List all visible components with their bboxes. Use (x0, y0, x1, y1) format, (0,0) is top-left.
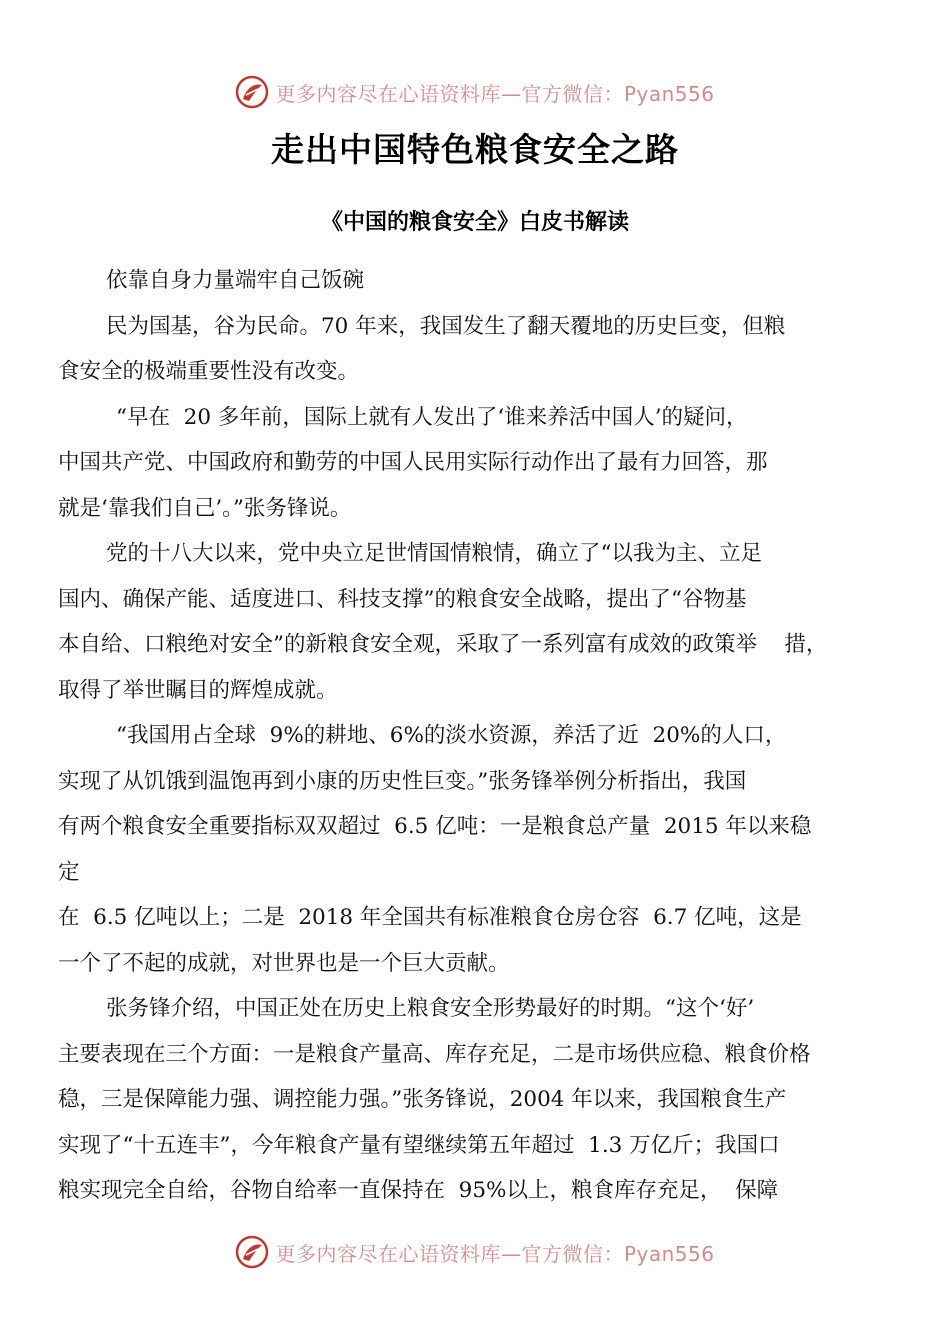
brand-logo-icon (235, 1235, 269, 1269)
body-line: 取得了举世瞩目的辉煌成就。 (58, 677, 338, 703)
body-line: 定 (58, 859, 80, 885)
body-line: 稳，三是保障能力强、调控能力强。”张务锋说，2004 年以来，我国粮食生产 (58, 1087, 787, 1112)
page-subtitle: 《中国的粮食安全》白皮书解读 (320, 210, 629, 235)
body-line: 粮实现完全自给，谷物自给率一直保持在 95%以上，粮食库存充足， 保障 (58, 1178, 779, 1203)
body-line: 张务锋介绍，中国正处在历史上粮食安全形势最好的时期。“这个‘好’ (106, 996, 755, 1021)
body-line: 食安全的极端重要性没有改变。 (58, 359, 360, 384)
page-title: 走出中国特色粮食安全之路 (271, 130, 679, 169)
body-line: 本自给、口粮绝对安全”的新粮食安全观，采取了一系列富有成效的政策举 措， (58, 632, 828, 657)
footer-watermark (0, 1232, 950, 1272)
body-line: 有两个粮食安全重要指标双双超过 6.5 亿吨：一是粮食总产量 2015 年以来稳 (58, 814, 812, 839)
body-line: 依靠自身力量端牢自己饭碗 (106, 268, 365, 293)
body-line: 在 6.5 亿吨以上；二是 2018 年全国共有标准粮食仓房仓容 6.7 亿吨，这是 (58, 905, 802, 930)
body-line: 党的十八大以来，党中央立足世情国情粮情，确立了“以我为主、立足 (106, 541, 762, 566)
body-line: 国内、确保产能、适度进口、科技支撑”的粮食安全战略，提出了“谷物基 (58, 586, 747, 612)
body-line: 实现了从饥饿到温饱再到小康的历史性巨变。”张务锋举例分析指出，我国 (58, 768, 747, 794)
body-line: 一个了不起的成就，对世界也是一个巨大贡献。 (58, 950, 510, 976)
body-line: “我国用占全球 9%的耕地、6%的淡水资源，养活了近 20%的人口， (116, 723, 787, 748)
body-line: 民为国基，谷为民命。70 年来，我国发生了翻天覆地的历史巨变，但粮 (106, 313, 786, 339)
brand-logo-icon (235, 75, 269, 109)
header-watermark (0, 72, 950, 112)
body-line: 主要表现在三个方面：一是粮食产量高、库存充足，二是市场供应稳、粮食价格 (58, 1041, 811, 1067)
watermark-text: 更多内容尽在心语资料库—官方微信：Pyan556 (275, 1241, 715, 1266)
body-line: “早在 20 多年前，国际上就有人发出了‘谁来养活中国人’的疑问， (116, 404, 748, 430)
body-line: 实现了“十五连丰”，今年粮食产量有望继续第五年超过 1.3 万亿斤；我国口 (58, 1132, 780, 1158)
body-line: 中国共产党、中国政府和勤劳的中国人民用实际行动作出了最有力回答，那 (58, 450, 768, 475)
article-body (58, 258, 910, 1214)
watermark-text: 更多内容尽在心语资料库—官方微信：Pyan556 (275, 81, 715, 106)
body-line: 就是‘靠我们自己’。”张务锋说。 (58, 495, 352, 521)
